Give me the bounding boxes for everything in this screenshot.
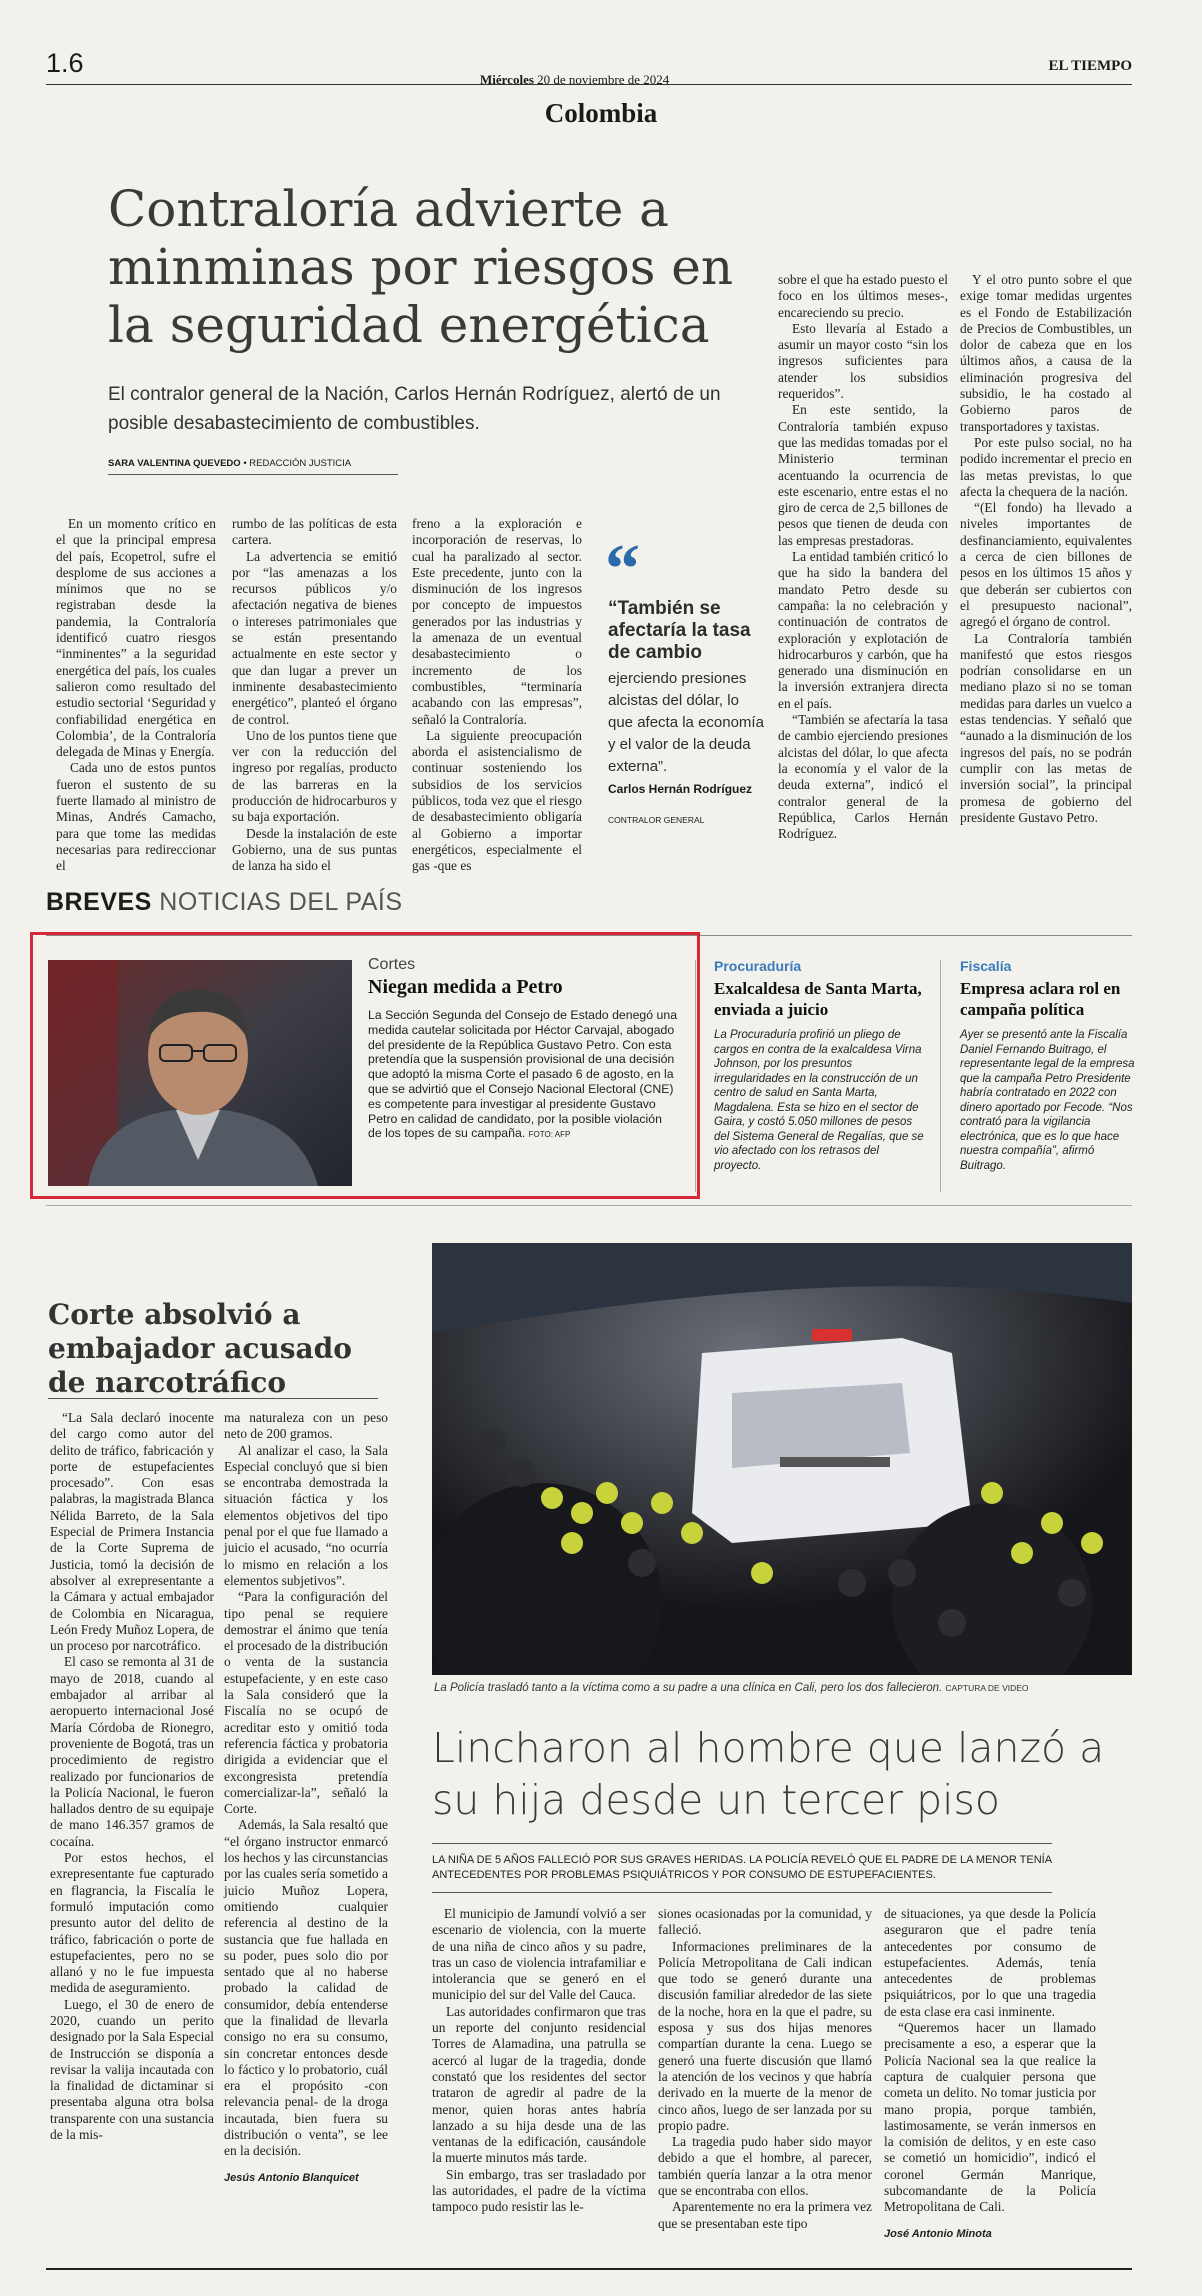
breves-title [46, 888, 403, 917]
paragraph: ma naturaleza con un peso neto de 200 gramos. [224, 1410, 388, 1442]
paragraph: La siguiente preocupación aborda el asistencialismo de continuar sosteniendo los subsidios de los servicios públicos, toda vez que el riesgo de desabastecimiento obligaría al Gobierno a importar energéticos, especialmente el gas -que es [412, 727, 582, 874]
paragraph: La entidad también criticó lo que ha sido la bandera del mandato Petro desde su campaña: la no celebración y continuación de contratos de exploración y explotación de hidrocarburos y carbón, que ha generado una disminución en la inversión extranjera directa en el país. [778, 549, 948, 711]
corte-column-2 [224, 1410, 388, 2186]
lynch-rule-bottom [432, 1892, 1052, 1893]
lynch-column-3 [884, 1906, 1096, 2242]
lead-column-4 [778, 272, 948, 842]
paragraph: freno a la exploración e incorporación de reservas, lo cual ha paralizado al sector. Este precedente, junto con la disminución de los ingresos por concepto de impuestos generados por las industrias y la amenaza de un eventual desabastecimiento o incremento de los combustibles, “terminaría acabando con las empresas”, señaló la Contraloría. [412, 516, 582, 727]
quote-mark: “ [605, 531, 640, 608]
section-title: Colombia [544, 98, 658, 128]
date-rest: 20 de noviembre de 2024 [537, 72, 670, 87]
brief-body [368, 1008, 678, 1143]
lynch-column-1 [432, 1906, 646, 2216]
paragraph: Informaciones preliminares de la Policía Metropolitana de Cali indican que todo se generó durante una discusión familiar alrededor de las siete de la noche, hora en la que el padre, su esposa y sus dos hijas menores compartían durante la cena. Luego se generó una fuerte discusión que llamó la atención de los vecinos y que habría derivado en la muerte de la menor de cinco años, luego de ser lanzada por su propio padre. [658, 1938, 872, 2133]
page-number: 1.6 [46, 48, 84, 78]
breves-title-bold: BREVES [46, 888, 152, 916]
photo-credit: FOTO: AFP [528, 1130, 571, 1140]
corte-column-1 [50, 1410, 214, 2143]
byline-name: SARA VALENTINA QUEVEDO [108, 458, 241, 469]
brief-kicker: Fiscalía [960, 958, 1012, 974]
brief-santa-marta [714, 958, 924, 1173]
paragraph: Cada uno de estos puntos fueron el sustento de su fuerte llamado al ministro de Minas, Andrés Camacho, para que tome las medidas necesarias para redireccionar el [56, 760, 216, 874]
brief-kicker: Cortes [368, 956, 416, 973]
brief-headline: Empresa aclara rol en campaña política [960, 979, 1121, 1019]
paragraph: El municipio de Jamundí volvió a ser escenario de violencia, con la muerte de una niña de cinco años y su padre, tras un caso de violencia intrafamiliar e intolerancia que se generó en el municipio del sur del Valle del Cauca. [432, 1906, 646, 2003]
brief-body: La Procuraduría profirió un pliego de cargos en contra de la exalcaldesa Virna Johnson, por los presuntos irregularidades en la construcción de un centro de salud en Santa Marta, Magdalena. Esta se hizo en el sector de Gaira, y costó 5.050 millones de pesos del Sistema General de Regalías, que se vio afectado con los retrasos del proyecto. [714, 1029, 924, 1172]
paragraph: La advertencia se emitió por “las amenazas a los recursos públicos y/o afectación negativa de bienes o intereses patrimoniales que se están presentando actualmente en este sector y que dan lugar a prever un inminente desabastecimiento energético”, planteó el órgano de control. [232, 548, 397, 727]
paragraph: En este sentido, la Contraloría también expuso que las medidas tomadas por el Ministerio terminan acentuando la ocurrencia de este escenario, entre estas el no giro de cerca de 2,5 billones de pesos que tienen de deuda con las empresas prestadoras. [778, 402, 948, 548]
header-rule [46, 84, 1132, 85]
byline-rule [108, 474, 398, 475]
paragraph: Por este pulso social, no ha podido incrementar el precio en las metas previstas, lo que afecta la chequera de la nación. [960, 434, 1132, 499]
date-day: Miércoles [480, 72, 534, 87]
lead-headline: Contraloría advierte a minminas por riesgos en la seguridad energética [108, 180, 734, 354]
byline-desk: • REDACCIÓN JUSTICIA [243, 458, 352, 469]
paragraph: Sin embargo, tras ser trasladado por las autoridades, el padre de la víctima tampoco pudo resistir las le- [432, 2166, 646, 2215]
column-separator [695, 960, 696, 1192]
paragraph: rumbo de las políticas de esta cartera. [232, 516, 397, 548]
paragraph: La Contraloría también manifestó que estos riesgos podrían consolidarse en un mediano plazo si no se toman medidas para darles un vuelco a estas tendencias. Y señaló que “aunado a la disminución de los ingresos del país, no se podrán cumplir con las metas de inversión social”, la principal promesa de gobierno del presidente Gustavo Petro. [960, 630, 1132, 825]
brief-headline: Niegan medida a Petro [368, 976, 563, 998]
paragraph: “Queremos hacer un llamado precisamente a eso, a esperar que la Policía Nacional sea la que realice la captura de cualquier persona que cometa un delito. No tomar justicia por mano propia, porque también, lastimosamente, se verán inmersos en la comisión de delitos, y en este caso se cometió un homicidio”, indicó el coronel Germán Manrique, subcomandante de la Policía Metropolitana de Cali. [884, 2020, 1096, 2215]
paragraph: sobre el que ha estado puesto el foco en los últimos meses-, encareciendo su precio. [778, 272, 948, 320]
paragraph: “La Sala declaró inocente del cargo como autor del delito de tráfico, fabricación y porte de estupefacientes procesado”. Con esas palabras, la magistrada Blanca Nélida Barreto, de la Sala Especial de Primera Instancia de la Corte Suprema de Justicia, tomó la decisión de absolver al exrepresentante a la Cámara y actual embajador de Colombia en Nicaragua, León Fredy Muñoz Lopera, de un proceso por narcotráfico. [50, 1410, 214, 1654]
paragraph: Por estos hechos, el exrepresentante fue capturado en flagrancia, la Fiscalía le formuló imputación como presunto autor del delito de tráfico, fabricación o porte de estupefacientes, pero no se allanó y no le fue impuesta medida de aseguramiento. [50, 1850, 214, 1996]
pull-quote-name: Carlos Hernán Rodríguez [608, 782, 753, 796]
lead-dek: El contralor general de la Nación, Carlos Hernán Rodríguez, alertó de un posible desabastecimiento de combustibles. [108, 384, 721, 434]
breves-bottom-rule [46, 1205, 1132, 1206]
brief-headline: Exalcaldesa de Santa Marta, enviada a juicio [714, 979, 922, 1019]
column-separator [940, 960, 941, 1192]
pull-quote-role: CONTRALOR GENERAL [608, 815, 705, 825]
paragraph: siones ocasionadas por la comunidad, y falleció. [658, 1906, 872, 1938]
brief-body: Ayer se presentó ante la Fiscalía Daniel Fernando Buitrago, el representante legal de la empresa que la campaña Petro Presidente habría contratado en 2022 con dinero aportado por Fecode. “Nos contrató para la vigilancia electrónica, que es lo que hace nuestra compañía”, afirmó Buitrago. [960, 1029, 1135, 1172]
corte-rule [48, 1398, 378, 1399]
petro-photo [48, 960, 352, 1186]
paragraph: Además, la Sala resaltó que “el órgano instructor enmarcó los hechos y las circunstancias por las cuales sería sometido a juicio Muñoz Lopera, omitiendo cualquier referencia al destino de la sustancia que fue hallada en su poder, pues solo dio por sentado que al no haberse probado la calidad de consumidor, debía entenderse que la finalidad de llevarla consigo no era su consumo, sin concretar entonces desde lo fáctico y lo probatorio, cuál era el propósito -con relevancia penal- de la droga incautada, bien fuera su distribución o venta”, se lee en la decisión. [224, 1817, 388, 2159]
lead-byline [108, 458, 351, 469]
corte-signature: Jesús Antonio Blanquicet [224, 2171, 359, 2184]
paragraph: Aparentemente no era la primera vez que se presentaban este tipo [658, 2199, 872, 2231]
brief-body-text: La Sección Segunda del Consejo de Estado denegó una medida cautelar solicitada por Héctor Carvajal, abogado del presidente de la República Gustavo Petro. Con esta pretendía que la suspensión provisional de una decisión que adoptó la misma Corte el pasado 6 de agosto, en la que se advirtió que el Consejo Nacional Electoral (CNE) es competente para investigar al presidente Gustavo Petro en calidad de candidato, por la posible violación de los topes de su campaña. [368, 1008, 678, 1141]
paragraph: En un momento crítico en el que la principal empresa del país, Ecopetrol, sufre el desplome de sus acciones a mínimos que no se registraban desde la pandemia, la Contraloría identificó cuatro riesgos “inminentes” a la seguridad energética del país, los cuales salieron como resultado del estudio sectorial ‘Seguridad y confiabilidad energética en Colombia’, de la Contraloría delegada de Minas y Energía. [56, 516, 216, 760]
lynch-signature: José Antonio Minota [884, 2227, 992, 2240]
lead-column-3 [412, 516, 582, 875]
page-bottom-rule [46, 2268, 1132, 2270]
brief-fiscalia [960, 958, 1135, 1173]
pull-quote-rest: ejerciendo presiones alcistas del dólar, lo que afecta la economía y el valor de la deuda externa”. [608, 670, 764, 775]
lynch-rule-top [432, 1843, 1052, 1844]
lynch-dek: LA NIÑA DE 5 AÑOS FALLECIÓ POR SUS GRAVES HERIDAS. LA POLICÍA REVELÓ QUE EL PADRE DE LA MENOR TENÍA ANTECEDENTES POR PROBLEMAS PSIQUIÁTRICOS Y POR CONSUMO DE ESTUPEFACIENTES. [432, 1854, 1052, 1881]
brief-kicker: Procuraduría [714, 958, 802, 974]
paragraph: Luego, el 30 de enero de 2020, cuando un perito designado por la Sala Especial de Instrucción se disponía a revisar la valija incautada con la finalidad de dictaminar si presentaba alguna otra bolsa transparente con una sustancia de la mis- [50, 1996, 214, 2143]
paragraph: Uno de los puntos tiene que ver con la reducción del ingreso por regalías, producto de las barreras en la producción de hidrocarburos y su baja exportación. [232, 727, 397, 825]
corte-headline: Corte absolvió a embajador acusado de narcotráfico [48, 1298, 352, 1399]
dateline [480, 72, 669, 88]
lynch-column-2 [658, 1906, 872, 2232]
lynch-headline: Lincharon al hombre que lanzó a su hija desde un tercer piso [432, 1724, 1105, 1824]
breves-title-rest: NOTICIAS DEL PAÍS [159, 888, 403, 916]
paragraph: El caso se remonta al 31 de mayo de 2018, cuando al embajador al arribar al aeropuerto internacional José María Córdoba de Rionegro, proveniente de Bogotá, tras un procedimiento de registro realizado por funcionarios de la Policía Nacional, le fueron hallados dentro de su equipaje de mano 146.357 gramos de cocaína. [50, 1654, 214, 1849]
photo-caption [434, 1682, 1134, 1694]
paragraph: Las autoridades confirmaron que tras un reporte del conjunto residencial Torres de Alamadina, una patrulla se acercó al lugar de la tragedia, donde constató que los residentes del sector trataron de agredir al padre de la menor, quien horas antes habría lanzado a su hija desde una de las ventanas de la edificación, causándole la muerte minutos más tarde. [432, 2003, 646, 2166]
cali-photo [432, 1243, 1132, 1675]
caption-credit: CAPTURA DE VIDEO [945, 1683, 1029, 1693]
lead-column-1 [56, 516, 216, 875]
paragraph: “También se afectaría la tasa de cambio ejerciendo presiones alcistas del dólar, lo que afecta la economía y el valor de la deuda externa”, indicó el contralor general de la República, Carlos Hernán Rodríguez. [778, 712, 948, 842]
paragraph: Al analizar el caso, la Sala Especial concluyó que si bien se encontraba demostrada la situación fáctica y los elementos objetivos del tipo penal por el que fue llamado a juicio el acusado, “no ocurría lo mismo en relación a los elementos subjetivos”. [224, 1442, 388, 1588]
lead-column-5 [960, 272, 1132, 826]
paragraph: La tragedia pudo haber sido mayor debido a que el hombre, al parecer, también quería lanzar a la otra menor que se encontraba con ellos. [658, 2134, 872, 2199]
paragraph: Esto llevaría al Estado a asumir un mayor costo “sin los ingresos suficientes para atender los subsidios requeridos”. [778, 320, 948, 402]
paragraph: de situaciones, ya que desde la Policía aseguraron que el padre tenía antecedentes por consumo de estupefacientes. Además, tenía antecedentes de problemas psiquiátricos, por lo que una tragedia de esta clase era casi inminente. [884, 1906, 1096, 2019]
paragraph: “Para la configuración del tipo penal se requiere demostrar el ánimo que tenía el procesado de la distribución o venta de la sustancia estupefaciente, y en este caso la Sala consideró que la Fiscalía no se ocupó de acreditar esto y omitió toda referencia fáctica y probatoria dirigida a evidenciar que el excongresista pretendía comercializar-la”, señaló la Corte. [224, 1589, 388, 1817]
brief-petro [368, 956, 678, 1143]
pull-quote: “También se afectaría la tasa de cambio [608, 598, 751, 663]
caption-text: La Policía trasladó tanto a la víctima como a su padre a una clínica en Cali, pero los dos fallecieron. [434, 1682, 943, 1694]
paragraph: “(El fondo) ha llevado a niveles importantes de desfinanciamiento, equivalentes a cerca de cien billones de pesos en los últimos 15 años y que deberán ser cubiertos con el presupuesto nacional”, agregó el órgano de control. [960, 500, 1132, 630]
newspaper-brand: EL TIEMPO [1048, 58, 1132, 74]
paragraph: Desde la instalación de este Gobierno, una de sus puntas de lanza ha sido el [232, 825, 397, 874]
lead-column-2 [232, 516, 397, 875]
paragraph: Y el otro punto sobre el que exige tomar medidas urgentes es el Fondo de Estabilización de Precios de Combustibles, un dolor de cabeza que en los últimos años, a causa de la eliminación progresiva del subsidio, le ha costado al Gobierno paros de transportadores y taxistas. [960, 272, 1132, 434]
